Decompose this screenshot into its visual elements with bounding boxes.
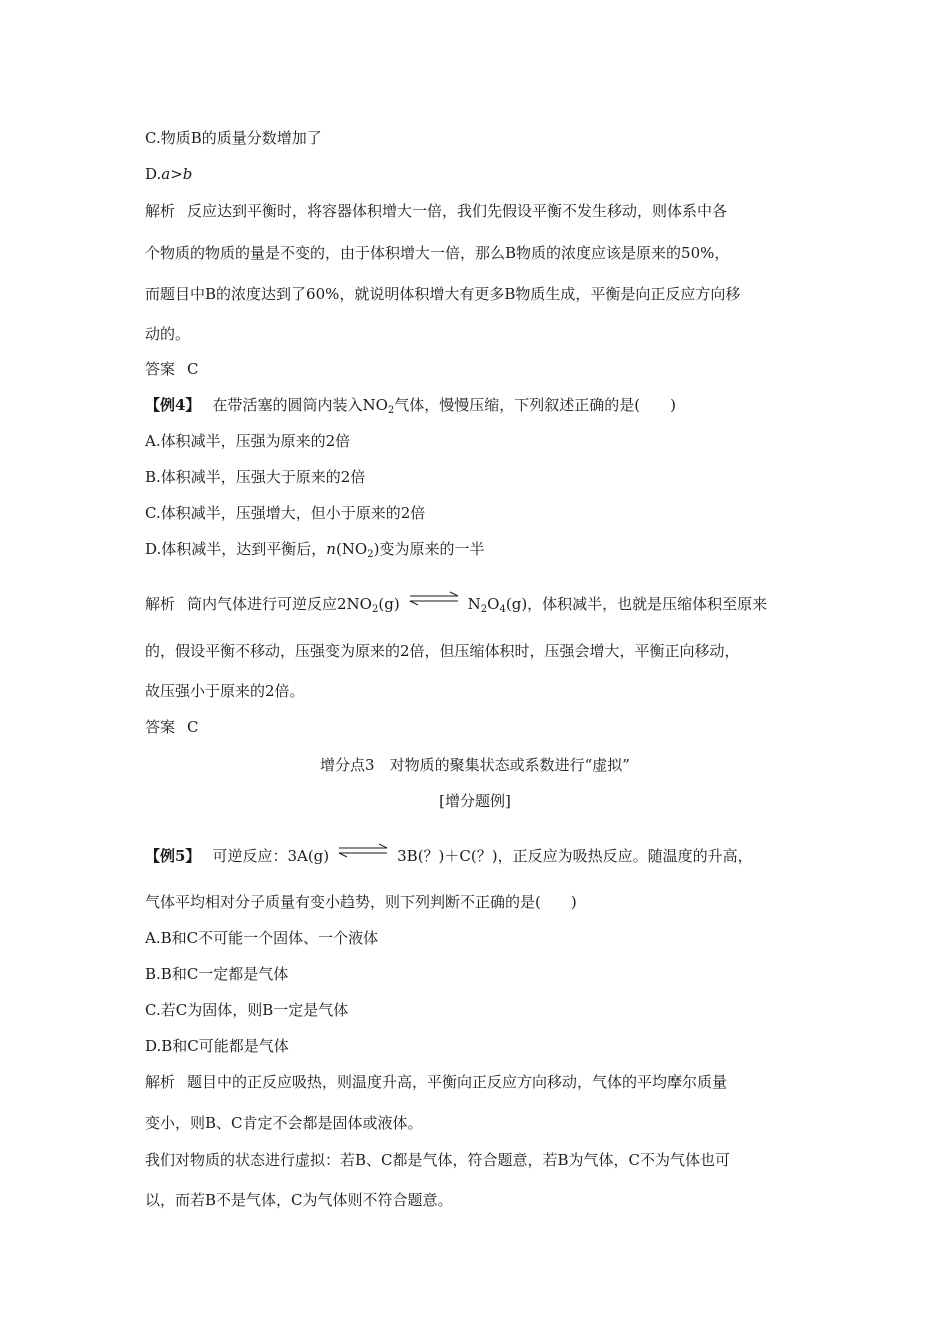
example3-analysis-line-2: 个物质的物质的量是不变的，由于体积增大一倍，那么B物质的浓度应该是原来的50%，: [145, 244, 730, 262]
example4-answer: 答案 C: [145, 718, 199, 736]
example5-option-c: C.若C为固体，则B一定是气体: [145, 1001, 349, 1019]
example5-stem-line-1: 【例5】 可逆反应：3A(g) 3B(？)＋C(？)，正反应为吸热反应。随温度的升高，: [145, 843, 753, 866]
analysis-label: 解析: [145, 595, 176, 613]
example5-analysis-line-1: 解析 题目中的正反应吸热，则温度升高，平衡向正反应方向移动，气体的平均摩尔质量: [145, 1073, 728, 1091]
reversible-arrow-icon: [337, 843, 389, 859]
example3-analysis-line-1: 解析 反应达到平衡时，将容器体积增大一倍，我们先假设平衡不发生移动，则体系中各: [145, 202, 728, 220]
example5-label: 【例5】: [145, 847, 201, 865]
example4-option-b: B.体积减半，压强大于原来的2倍: [145, 468, 366, 486]
example5-stem-line-2: 气体平均相对分子质量有变小趋势，则下列判断不正确的是( ): [145, 893, 577, 911]
example4-option-c: C.体积减半，压强增大，但小于原来的2倍: [145, 504, 426, 522]
example3-option-c: C.物质B的质量分数增加了: [145, 129, 322, 147]
section-title: 增分点3 对物质的聚集状态或系数进行“虚拟”: [320, 756, 630, 774]
reversible-arrow-icon: [408, 591, 460, 607]
example4-analysis-line-3: 故压强小于原来的2倍。: [145, 682, 305, 700]
example5-analysis-line-4: 以，而若B不是气体，C为气体则不符合题意。: [145, 1191, 453, 1209]
section-subtitle: [增分题例]: [439, 792, 511, 810]
example4-analysis-line-2: 的，假设平衡不移动，压强变为原来的2倍，但压缩体积时，压强会增大，平衡正向移动，: [145, 642, 740, 660]
example5-analysis-line-2: 变小，则B、C肯定不会都是固体或液体。: [145, 1114, 423, 1132]
analysis-label: 解析: [145, 1073, 176, 1091]
example4-option-d: D.体积减半，达到平衡后，$n(NO_2)$变为原来的一半: [145, 540, 485, 560]
example3-analysis-line-4: 动的。: [145, 325, 191, 343]
example4-stem: 【例4】 在带活塞的圆筒内装入$NO_2$气体，慢慢压缩，下列叙述正确的是( ): [145, 396, 676, 416]
answer-label: 答案: [145, 718, 176, 736]
answer-label: 答案: [145, 360, 176, 378]
example5-analysis-line-3: 我们对物质的状态进行虚拟：若B、C都是气体，符合题意，若B为气体，C不为气体也可: [145, 1151, 731, 1169]
example4-option-a: A.体积减半，压强为原来的2倍: [145, 432, 351, 450]
example4-label: 【例4】: [145, 396, 201, 414]
analysis-label: 解析: [145, 202, 176, 220]
example3-answer: 答案 C: [145, 360, 199, 378]
example4-analysis-line-1: 解析 筒内气体进行可逆反应$2NO_2(g)$ $N_2O_4(g)$，体积减半，也就是压缩体积至原来: [145, 591, 767, 620]
example5-option-b: B.B和C一定都是气体: [145, 965, 289, 983]
example5-option-d: D.B和C可能都是气体: [145, 1037, 289, 1055]
example3-option-d: D.a>b: [145, 165, 193, 183]
example3-analysis-line-3: 而题目中B的浓度达到了60%，就说明体积增大有更多B物质生成，平衡是向正反应方向移: [145, 285, 741, 303]
example5-option-a: A.B和C不可能一个固体、一个液体: [145, 929, 379, 947]
